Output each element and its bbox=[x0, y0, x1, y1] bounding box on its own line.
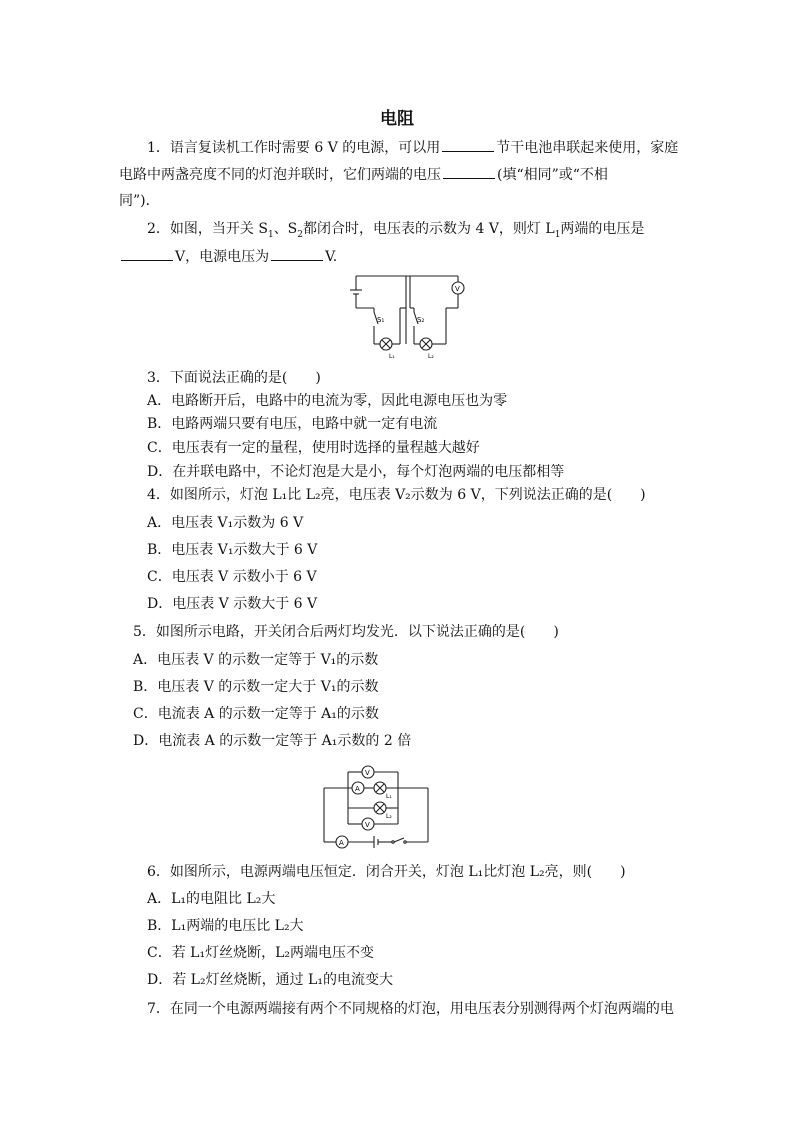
q6-option-c[interactable]: C．若 L₁灯丝烧断，L₂两端电压不变 bbox=[147, 945, 374, 961]
q1-line2 bbox=[119, 164, 608, 185]
fig1-s1-label: S₁ bbox=[377, 316, 385, 324]
q3-option-b[interactable]: B．电路两端只要有电压，电路中就一定有电流 bbox=[147, 416, 438, 432]
q2-blank-2[interactable] bbox=[271, 246, 323, 261]
q4-option-c[interactable]: C．电压表 V 示数小于 6 V bbox=[147, 569, 317, 585]
fig2-voltmeter-v-label: V bbox=[365, 769, 370, 777]
q1-blank-2[interactable] bbox=[443, 164, 495, 179]
fig2-l2-label: L₂ bbox=[386, 813, 392, 820]
q1-text: 节干电池串联起来使用，家庭 bbox=[496, 140, 679, 156]
q2-text: V. bbox=[325, 249, 338, 265]
fig2-voltmeter-v1-label: V bbox=[365, 821, 370, 829]
fig2-ammeter-a-label: A bbox=[339, 839, 344, 847]
q2-text: 、S bbox=[273, 221, 298, 237]
fig1-l2-label: L₂ bbox=[428, 353, 434, 360]
fig2-ammeter-a1-label: A bbox=[355, 785, 360, 793]
q2-text: 2．如图，当开关 S bbox=[147, 221, 268, 237]
circuit-figure-2 bbox=[318, 762, 448, 850]
q6-option-b[interactable]: B．L₁两端的电压比 L₂大 bbox=[147, 918, 304, 934]
q6-option-d[interactable]: D．若 L₂灯丝烧断，通过 L₁的电流变大 bbox=[147, 972, 393, 988]
q3-option-a[interactable]: A．电路断开后，电路中的电流为零，因此电源电压也为零 bbox=[147, 393, 508, 409]
q2-sub: 1 bbox=[554, 229, 561, 240]
q1-text: 电路中两盏亮度不同的灯泡并联时，它们两端的电压 bbox=[119, 167, 441, 183]
fig2-l1-label: L₁ bbox=[386, 793, 392, 800]
q2-line1 bbox=[147, 219, 644, 245]
q1-line1 bbox=[147, 137, 678, 158]
q3-stem: 3．下面说法正确的是( ) bbox=[147, 370, 321, 386]
q2-sub: 1 bbox=[267, 229, 274, 240]
q2-line2 bbox=[119, 246, 337, 267]
q5-option-c[interactable]: C．电流表 A 的示数一定等于 A₁的示数 bbox=[133, 706, 379, 722]
q4-option-d[interactable]: D．电压表 V 示数大于 6 V bbox=[147, 596, 318, 612]
circuit-figure-1 bbox=[348, 272, 470, 362]
q2-sub: 2 bbox=[297, 229, 304, 240]
q5-stem: 5．如图所示电路，开关闭合后两灯均发光．以下说法正确的是( ) bbox=[133, 624, 559, 640]
q1-text: (填“相同”或“不相 bbox=[497, 167, 608, 183]
q5-option-a[interactable]: A．电压表 V 的示数一定等于 V₁的示数 bbox=[133, 652, 379, 668]
q4-stem: 4．如图所示，灯泡 L₁比 L₂亮，电压表 V₂示数为 6 V，下列说法正确的是( ) bbox=[147, 487, 646, 503]
q4-option-a[interactable]: A．电压表 V₁示数为 6 V bbox=[147, 515, 304, 531]
q5-option-b[interactable]: B．电压表 V 的示数一定大于 V₁的示数 bbox=[133, 679, 379, 695]
q2-text: 两端的电压是 bbox=[560, 221, 645, 237]
q6-option-a[interactable]: A．L₁的电阻比 L₂大 bbox=[147, 891, 276, 907]
q4-option-b[interactable]: B．电压表 V₁示数大于 6 V bbox=[147, 542, 318, 558]
q1-blank-1[interactable] bbox=[442, 137, 494, 152]
q6-stem: 6．如图所示，电源两端电压恒定．闭合开关，灯泡 L₁比灯泡 L₂亮，则( ) bbox=[147, 864, 626, 880]
q2-text: 都闭合时，电压表的示数为 4 V，则灯 L bbox=[303, 221, 555, 237]
q3-option-d[interactable]: D．在并联电路中，不论灯泡是大是小，每个灯泡两端的电压都相等 bbox=[147, 464, 565, 480]
q1-text: 1．语言复读机工作时需要 6 V 的电源，可以用 bbox=[147, 140, 441, 156]
fig1-s2-label: S₂ bbox=[417, 316, 425, 324]
q2-text: V，电源电压为 bbox=[175, 249, 270, 265]
fig1-l1-label: L₁ bbox=[389, 353, 395, 360]
q2-blank-1[interactable] bbox=[121, 246, 173, 261]
page-title: 电阻 bbox=[380, 109, 414, 129]
q1-line3: 同”)． bbox=[119, 193, 160, 209]
q7-stem: 7．在同一个电源两端接有两个不同规格的灯泡，用电压表分别测得两个灯泡两端的电 bbox=[147, 1001, 674, 1017]
fig1-voltmeter-label: V bbox=[455, 285, 460, 293]
q3-option-c[interactable]: C．电压表有一定的量程，使用时选择的量程越大越好 bbox=[147, 440, 480, 456]
q5-option-d[interactable]: D．电流表 A 的示数一定等于 A₁示数的 2 倍 bbox=[133, 733, 412, 749]
